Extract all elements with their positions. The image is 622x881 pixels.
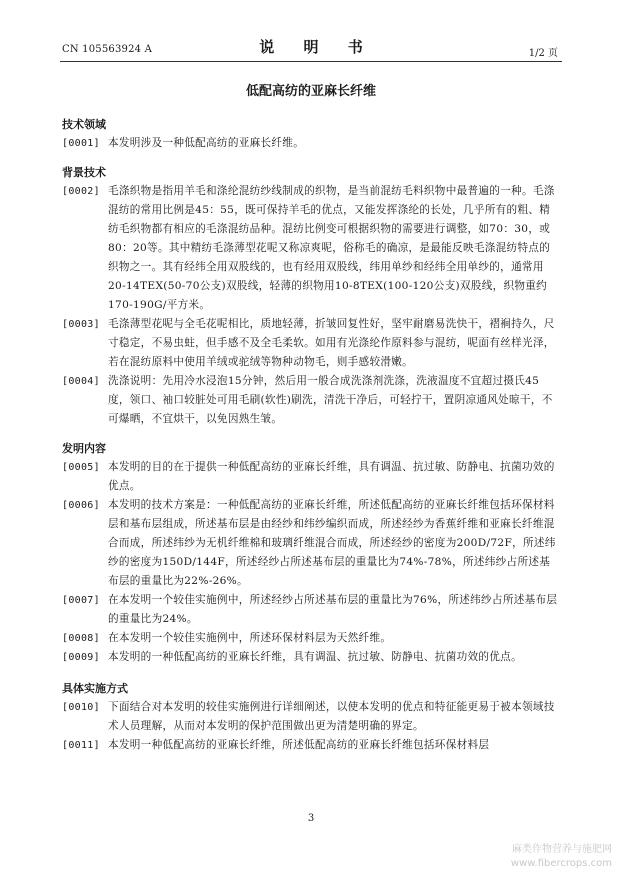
paragraph [62, 458, 558, 496]
paragraph-text: 在本发明一个较佳实施例中，所述环保材料层为天然纤维。 [108, 632, 392, 644]
paragraph-text: 本发明的技术方案是：一种低配高纺的亚麻长纤维，所述低配高纺的亚麻长纤维包括环保材料层和基布层组成，所述基布层是由经纱和纬纱编织而成，所述经纱为香蕉纤维和亚麻长纤维混合而成，所述纬纱为无机纤维棉和玻璃纤维混合而成，所述经纱的密度为200D/72F，所述纬纱的密度为150D/144F，所述经纱占所述基布层的重量比为74%-78%，所述纬纱占所述基布层的重量比为22%-26%。 [108, 499, 556, 587]
document-type: 说 明 书 [259, 38, 375, 56]
site-watermark [472, 843, 612, 871]
patent-number: CN 105563924 A [62, 44, 153, 55]
paragraph [62, 591, 558, 629]
paragraph-number: [0004] [62, 376, 100, 387]
paragraph-number: [0005] [62, 462, 100, 473]
paragraph [62, 315, 558, 372]
paragraph [62, 134, 558, 153]
section [62, 163, 558, 429]
paragraph [62, 736, 558, 755]
page-number: 3 [307, 813, 315, 824]
paragraph-number: [0011] [62, 740, 100, 751]
paragraph [62, 496, 558, 591]
paragraph-number: [0008] [62, 633, 100, 644]
paragraph [62, 182, 558, 315]
paragraph-number: [0007] [62, 595, 100, 606]
page-info: 1/2 页 [528, 48, 558, 59]
section [62, 679, 558, 755]
paragraph-number: [0010] [62, 702, 100, 713]
paragraph-number: [0009] [62, 652, 100, 663]
paragraph-text: 本发明一种低配高纺的亚麻长纤维，所述低配高纺的亚麻长纤维包括环保材料层 [108, 739, 490, 751]
section-heading: 技术领域 [62, 118, 106, 131]
header-divider [60, 61, 562, 62]
section-heading: 发明内容 [62, 442, 106, 455]
section-heading: 具体实施方式 [62, 682, 128, 695]
paragraph-number: [0002] [62, 186, 100, 197]
paragraph-number: [0006] [62, 500, 100, 511]
paragraph-number: [0001] [62, 138, 100, 149]
paragraph [62, 648, 558, 667]
watermark-url: www.fibercrops.com [510, 858, 612, 869]
paragraph-text: 下面结合对本发明的较佳实施例进行详细阐述，以使本发明的优点和特征能更易于被本领域技术人员理解，从而对本发明的保护范围做出更为清楚明确的界定。 [108, 701, 555, 732]
section-heading: 背景技术 [62, 166, 106, 179]
paragraph-text: 毛涤织物是指用羊毛和涤纶混纺纱线制成的织物，是当前混纺毛料织物中最普遍的一种。毛涤混纺的常用比例是45：55，既可保持羊毛的优点，又能发挥涤纶的长处，几乎所有的粗、精纺毛织物都有相应的毛涤混纺品种。混纺比例变可根据织物的需要进行调整，如70：30，或80：20等。其中精纺毛涤薄型花呢又称凉爽呢，俗称毛的确凉，是最能反映毛涤混纺特点的织物之一。其有经纬全用双股线的，也有经用双股线，纬用单纱和经纬全用单纱的，通常用20-14TEX(50-70公支)双股线，轻薄的织物用10-8TEX(100-120公支)双股线，织物重约170-190G/平方米。 [108, 185, 555, 311]
paragraph-number: [0003] [62, 319, 100, 330]
paragraph-text: 本发明的一种低配高纺的亚麻长纤维，具有调温、抗过敏、防静电、抗菌功效的优点。 [108, 651, 522, 663]
paragraph [62, 372, 558, 429]
paragraph-text: 本发明涉及一种低配高纺的亚麻长纤维。 [108, 137, 305, 149]
paragraph-text: 毛涤薄型花呢与全毛花呢相比，质地轻薄，折皱回复性好，坚牢耐磨易洗快干，褶裥持久，尺寸稳定，不易虫蛀，但手感不及全毛柔软。如用有光涤纶作原料参与混纺，呢面有丝样光泽，若在混纺原料中使用羊绒或驼绒等物种动物毛，则手感较滑嫩。 [108, 318, 555, 368]
paragraph-text: 洗涤说明：先用冷水浸泡15分钟，然后用一般合成洗涤剂洗涤，洗液温度不宜超过摄氏45度，领口、袖口较脏处可用毛刷(软性)刷洗，清洗干净后，可轻拧干，置阴凉通风处晾干，不可爆晒，不宜烘干，以免因熟生皱。 [108, 375, 553, 425]
section [62, 115, 558, 153]
paragraph [62, 629, 558, 648]
section [62, 439, 558, 667]
document-body [62, 115, 558, 755]
paragraph-text: 在本发明一个较佳实施例中，所述经纱占所述基布层的重量比为76%，所述纬纱占所述基布层的重量比为24%。 [108, 594, 558, 625]
paragraph [62, 698, 558, 736]
paragraph-text: 本发明的目的在于提供一种低配高纺的亚麻长纤维，具有调温、抗过敏、防静电、抗菌功效的优点。 [108, 461, 555, 492]
watermark-name: 麻类作物营养与施肥网 [512, 844, 612, 855]
document-title: 低配高纺的亚麻长纤维 [245, 84, 376, 99]
